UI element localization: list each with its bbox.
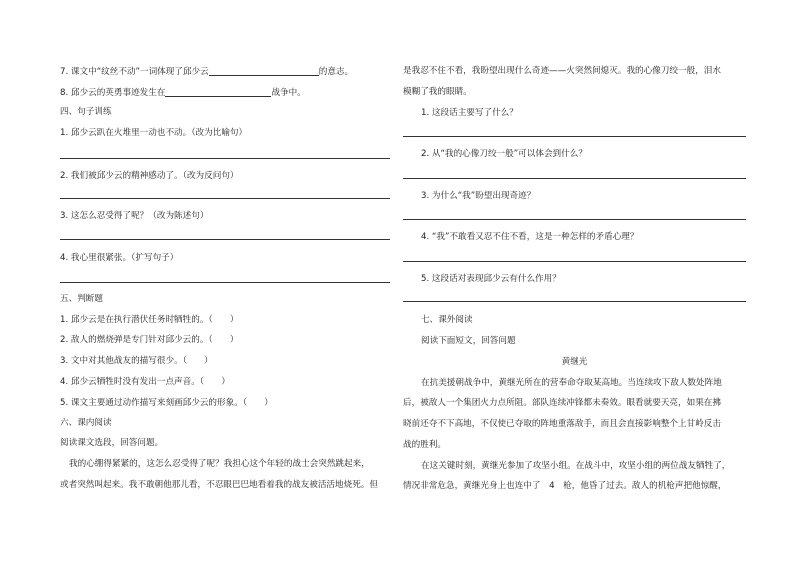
sentence-1: 1. 邱少云趴在火堆里一动也不动。（改为比喻句） bbox=[60, 128, 248, 138]
answer-line-4[interactable] bbox=[60, 282, 390, 283]
judge-4: 4. 邱少云牺牲时没有发出一点声音。（ ） bbox=[60, 377, 230, 387]
outside-reading-intro: 阅读下面短文，回答问题 bbox=[421, 336, 516, 346]
reading-q4: 4. “我”不敢看又忍不住不看，这是一种怎样的矛盾心理？ bbox=[421, 232, 639, 242]
section-5-heading: 五、判断题 bbox=[60, 294, 103, 304]
judge-1: 1. 邱少云是在执行潜伏任务时牺牲的。（ ） bbox=[60, 315, 239, 325]
q7-text: 7. 课文中“纹丝不动”一词体现了邱少云 bbox=[60, 67, 209, 77]
sentence-2: 2. 我们被邱少云的精神感动了。（改为反问句） bbox=[60, 171, 239, 181]
judge-2: 2. 敌人的燃烧弹是专门针对邱少云的。（ ） bbox=[60, 335, 239, 345]
answer-line-1[interactable] bbox=[60, 158, 390, 159]
passage-line-1: 我的心绷得紧紧的，这怎么忍受得了呢？我担心这个年轻的战士会突然跳起来， bbox=[69, 459, 370, 469]
question-7 bbox=[60, 66, 353, 78]
q7-suffix: 的意志。 bbox=[318, 67, 354, 77]
q8-suffix: 战争中。 bbox=[271, 88, 306, 98]
sentence-3: 3. 这怎么忍受得了呢？（改为陈述句） bbox=[60, 211, 209, 221]
sentence-4: 4. 我心里很紧张。（扩写句子） bbox=[60, 253, 179, 263]
reading-answer-1[interactable] bbox=[403, 136, 746, 137]
reading-answer-3[interactable] bbox=[403, 219, 746, 220]
article-line-6: 情况非常危急，黄继光身上也连中了 4 枪，他昏了过去。敌人的机枪声把他惊醒， bbox=[403, 481, 727, 491]
judge-5: 5. 课文主要通过动作描写来刻画邱少云的形象。（ ） bbox=[60, 398, 273, 408]
article-line-5: 在这关键时刻，黄继光参加了攻坚小组。在战斗中，攻坚小组的两位战友牺牲了， bbox=[421, 461, 731, 471]
reading-q5: 5. 这段话对表现邱少云有什么作用？ bbox=[421, 274, 561, 284]
section-4-heading: 四、句子训练 bbox=[60, 107, 112, 117]
reading-q2: 2. 从“我的心像刀绞一般”可以体会到什么？ bbox=[421, 149, 587, 159]
article-line-3: 晓前还夺不下高地，不仅使已夺取的阵地重落敌手，而且会直接影响整个上甘岭反击 bbox=[403, 419, 721, 429]
reading-answer-4[interactable] bbox=[403, 261, 746, 262]
passage-line-3: 是我忍不住不看，我盼望出现什么奇迹——火突然间熄灭。我的心像刀绞一般，泪水 bbox=[403, 66, 721, 76]
section-7-heading: 七、课外阅读 bbox=[421, 315, 473, 325]
passage-line-4: 模糊了我的眼睛。 bbox=[403, 87, 472, 97]
answer-line-2[interactable] bbox=[60, 198, 390, 199]
q8-text: 8. 邱少云的英勇事迹发生在 bbox=[60, 88, 166, 98]
left-column bbox=[60, 0, 390, 562]
reading-intro: 阅读课文选段，回答问题。 bbox=[60, 438, 164, 448]
question-8 bbox=[60, 87, 306, 99]
reading-q1: 1. 这段话主要写了什么？ bbox=[421, 108, 518, 118]
passage-line-2: 或者突然叫起来。我不敢朝他那儿看，不忍眼巴巴地看着我的战友被活活地烧死。但 bbox=[60, 480, 378, 490]
q8-blank[interactable] bbox=[165, 87, 271, 97]
reading-answer-5[interactable] bbox=[403, 301, 746, 302]
article-line-4: 战的胜利。 bbox=[403, 440, 446, 450]
answer-line-3[interactable] bbox=[60, 239, 390, 240]
right-column bbox=[403, 0, 746, 562]
reading-answer-2[interactable] bbox=[403, 178, 746, 179]
article-title: 黄继光 bbox=[561, 357, 588, 367]
article-line-1: 在抗美援朝战争中，黄继光所在的营奉命夺取某高地。当连续攻下敌人数处阵地 bbox=[421, 378, 722, 388]
q7-blank[interactable] bbox=[209, 66, 319, 76]
judge-3: 3. 文中对其他战友的描写很少。（ ） bbox=[60, 356, 213, 366]
reading-q3: 3. 为什么“我”盼望出现奇迹？ bbox=[421, 191, 536, 201]
section-6-heading: 六、课内阅读 bbox=[60, 418, 112, 428]
article-line-2: 后，被敌人一个集团火力点所阻。部队连续冲锋都未奏效。眼看就要天亮，如果在拂 bbox=[403, 398, 721, 408]
